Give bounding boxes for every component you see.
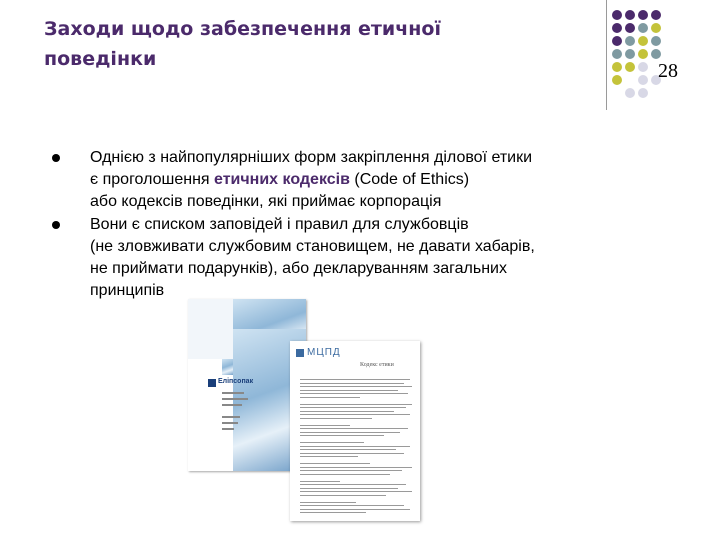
page-text-line xyxy=(300,393,408,394)
dot xyxy=(612,10,622,20)
page-text-line xyxy=(300,488,398,489)
page-text-line xyxy=(300,442,364,443)
dot xyxy=(638,36,648,46)
cover-text-line xyxy=(222,404,242,406)
dot xyxy=(638,62,648,72)
page-text-line xyxy=(300,379,410,380)
page-text-line xyxy=(300,390,398,391)
highlighted-term: етичних кодексів xyxy=(214,171,350,188)
dot xyxy=(612,62,622,72)
dot xyxy=(612,36,622,46)
dot xyxy=(651,23,661,33)
cover-text-line xyxy=(222,398,248,400)
bullet-icon xyxy=(52,154,60,162)
cover-text-line xyxy=(222,392,244,394)
code-of-ethics-page-image xyxy=(290,341,420,521)
bullet-item xyxy=(52,214,652,302)
page-text-line xyxy=(300,470,402,471)
page-text-line xyxy=(300,495,386,496)
dot xyxy=(638,10,648,20)
dot xyxy=(651,36,661,46)
page-text-line xyxy=(300,509,410,510)
page-text-line xyxy=(300,453,404,454)
bullet-text-segment: (Code of Ethics) xyxy=(349,171,470,188)
bullet-text-line: принципів xyxy=(90,282,165,299)
page-text-line xyxy=(300,481,340,482)
page-text-line xyxy=(300,502,356,503)
page-text-line xyxy=(300,383,404,384)
cover-text-line xyxy=(222,422,238,424)
title-line-1: Заходи щодо забезпечення етичної xyxy=(44,18,441,40)
slide-title xyxy=(44,14,564,74)
page-text-line xyxy=(300,397,360,398)
page-text-line xyxy=(300,414,410,415)
dot xyxy=(625,62,635,72)
cover-text-line xyxy=(222,416,240,418)
dot xyxy=(625,23,635,33)
dot xyxy=(625,88,635,98)
page-text-line xyxy=(300,446,410,447)
page-text-line xyxy=(300,432,400,433)
page-text-line xyxy=(300,411,394,412)
dot xyxy=(625,49,635,59)
org-logo-icon xyxy=(296,349,304,357)
page-text-line xyxy=(300,435,384,436)
dot xyxy=(651,10,661,20)
page-text-line xyxy=(300,418,372,419)
cover-blank-panel xyxy=(188,359,222,471)
page-text-line xyxy=(300,463,370,464)
dot xyxy=(651,49,661,59)
page-text-line xyxy=(300,428,408,429)
dot xyxy=(638,23,648,33)
cover-text-line xyxy=(222,428,234,430)
page-text-line xyxy=(300,467,412,468)
page-text-line xyxy=(300,386,412,387)
bullet-text-line: не приймати подарунків), або декларуванням загальних xyxy=(90,260,507,277)
page-text-line xyxy=(300,474,390,475)
page-text-line xyxy=(300,512,366,513)
page-text-line xyxy=(300,491,412,492)
bullet-text-segment: є проголошення xyxy=(90,171,215,188)
org-logo-text: МЦПД xyxy=(307,347,341,358)
dot xyxy=(625,36,635,46)
bullet-item xyxy=(52,147,652,213)
code-of-ethics-cover-image xyxy=(188,299,306,471)
bullet-text-line: Однією з найпопулярніших форм закріплення ділової етики xyxy=(90,149,533,166)
page-heading: Кодекс етики xyxy=(360,362,394,368)
bullet-text-line: (не зловживати службовим становищем, не давати хабарів, xyxy=(90,238,535,255)
page-text-line xyxy=(300,484,406,485)
divider-line xyxy=(606,0,607,110)
page-text-line xyxy=(300,456,358,457)
page-text-line xyxy=(300,505,404,506)
page-number: 28 xyxy=(658,60,678,82)
dot xyxy=(625,10,635,20)
cover-blank-panel xyxy=(188,299,233,359)
dot xyxy=(612,49,622,59)
bullet-list xyxy=(52,147,652,303)
page-text-line xyxy=(300,404,412,405)
bullet-text-line xyxy=(90,169,652,191)
brand-logo-icon xyxy=(208,379,216,387)
dot xyxy=(612,23,622,33)
bullet-text-line: Вони є списком заповідей і правил для службовців xyxy=(90,216,469,233)
dot xyxy=(638,75,648,85)
bullet-text-line: або кодексів поведінки, які приймає корпорація xyxy=(90,193,442,210)
bullet-icon xyxy=(52,221,60,229)
dot xyxy=(638,88,648,98)
dot xyxy=(612,75,622,85)
page-text-line xyxy=(300,407,406,408)
title-line-2: поведінки xyxy=(44,48,157,70)
page-text-line xyxy=(300,449,396,450)
brand-name: Еліпсопак xyxy=(218,378,254,385)
page-text-line xyxy=(300,425,350,426)
dot xyxy=(638,49,648,59)
